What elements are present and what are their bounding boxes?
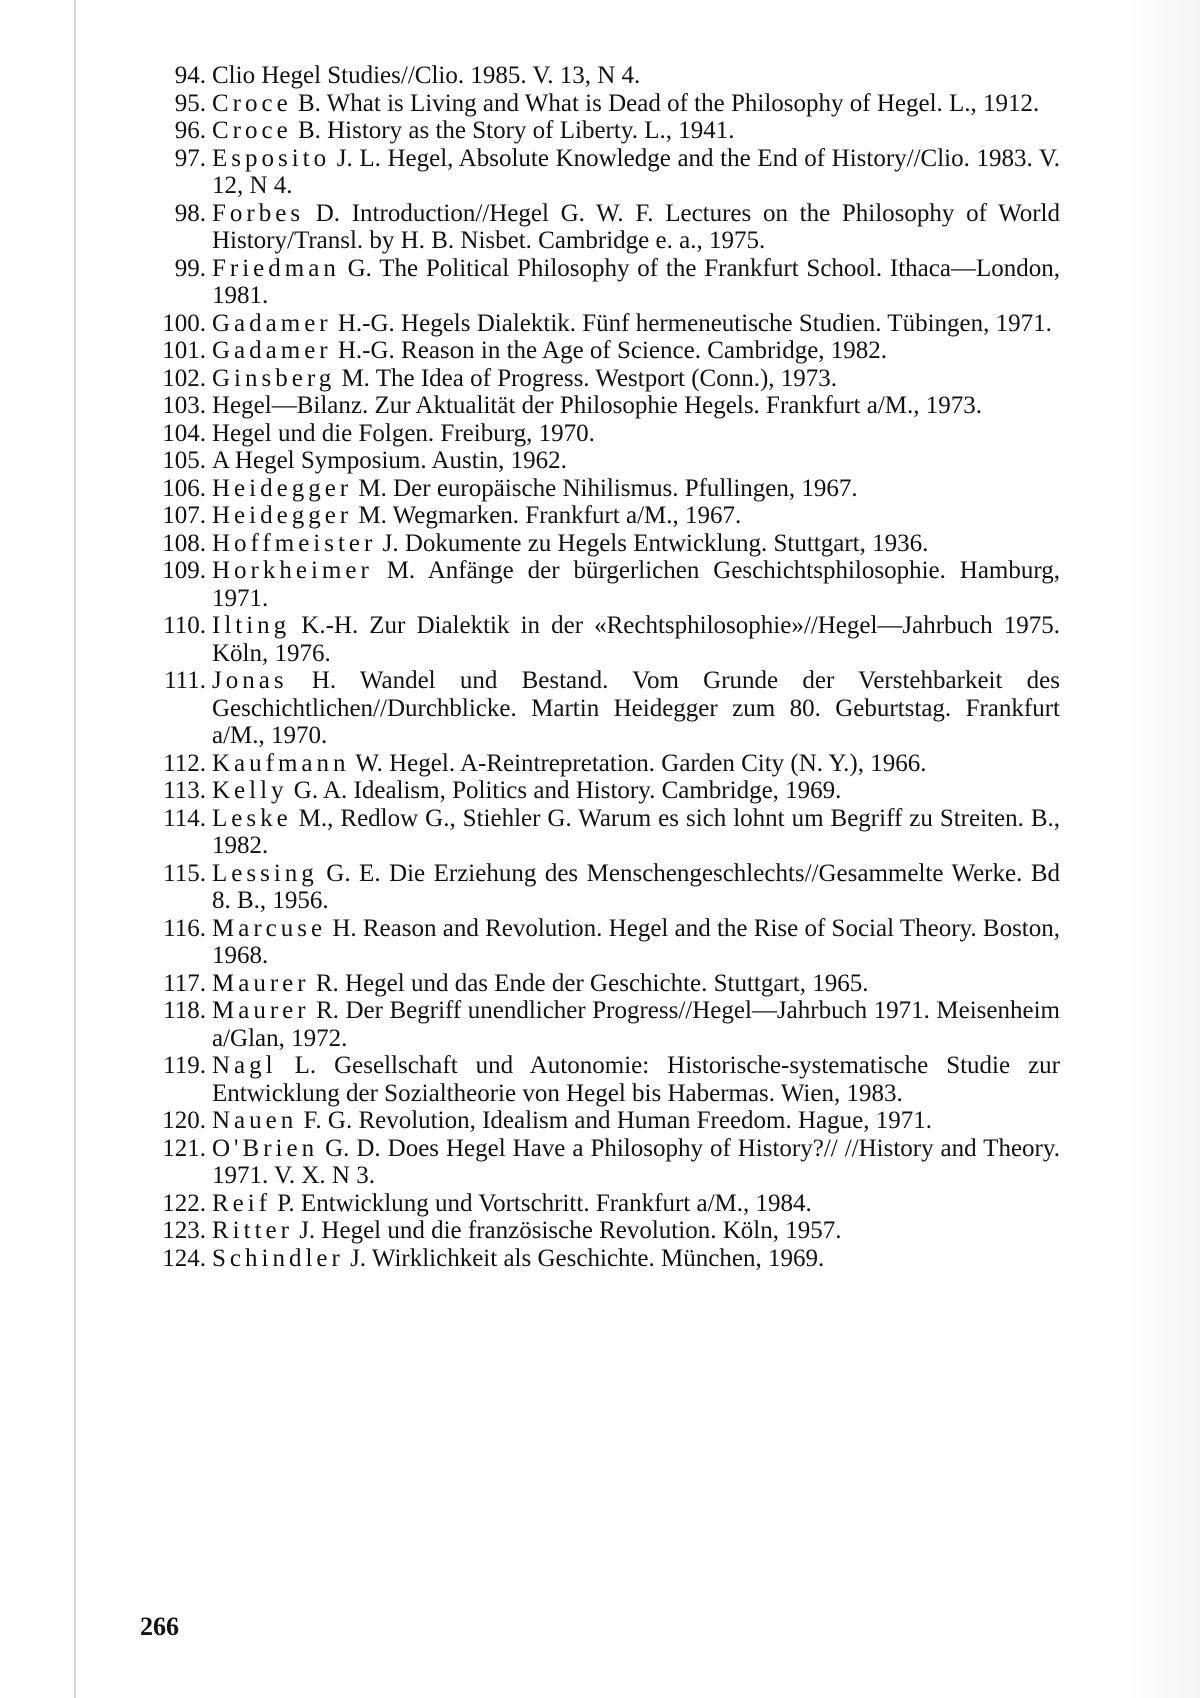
bibliography-entry: [140, 1217, 1060, 1245]
entry-author: O'Brien: [212, 1134, 319, 1162]
entry-citation: J. L. Hegel, Absolute Knowledge and the End of History//Clio. 1983. V. 12, N 4.: [212, 144, 1060, 199]
entry-number: 101.: [162, 337, 206, 364]
entry-citation: J. Wirklichkeit als Geschichte. München, 1969.: [343, 1244, 825, 1272]
entry-number: 112.: [163, 749, 206, 777]
bibliography-entry: [140, 62, 1060, 90]
bibliography-entry: [140, 145, 1060, 200]
entry-text: [212, 337, 1060, 365]
entry-author: Heidegger: [212, 474, 353, 502]
entry-author: Lessing: [212, 859, 318, 887]
bibliography-entry: [140, 502, 1060, 530]
entry-citation: M. The Idea of Progress. Westport (Conn.), 1973.: [335, 364, 838, 392]
bibliography-entry: [140, 557, 1060, 612]
entry-text: [212, 915, 1060, 970]
entry-author: Maurer: [212, 969, 310, 997]
entry-citation: Hegel und die Folgen. Freiburg, 1970.: [212, 419, 595, 447]
entry-citation: D. Introduction//Hegel G. W. F. Lectures on the Philosophy of World History/Transl. by H. B. Nisbet. Cambridge e. a., 1975.: [212, 199, 1060, 254]
entry-number: 115.: [163, 859, 206, 887]
bibliography-entry: [140, 997, 1060, 1052]
bibliography-entry: [140, 392, 1060, 420]
bibliography-entry: [140, 777, 1060, 805]
entry-citation: P. Entwicklung und Vortschritt. Frankfurt a/M., 1984.: [271, 1189, 812, 1217]
entry-citation: M. Wegmarken. Frankfurt a/M., 1967.: [352, 502, 742, 529]
bibliography-entry: [140, 1135, 1060, 1190]
bibliography-entry: [140, 860, 1060, 915]
entry-author: Kaufmann: [212, 749, 350, 777]
bibliography-entry: [140, 970, 1060, 998]
bibliography-entry: [140, 310, 1060, 338]
entry-author: Croce: [212, 117, 292, 144]
entry-number: 103.: [162, 392, 206, 419]
entry-number: 94.: [174, 62, 206, 89]
bibliography-list: [140, 62, 1060, 1272]
page-edge-shade: [1128, 0, 1200, 1698]
entry-text: [212, 750, 1060, 778]
entry-citation: Hegel—Bilanz. Zur Aktualität der Philosophie Hegels. Frankfurt a/M., 1973.: [212, 392, 982, 419]
entry-citation: R. Der Begriff unendlicher Progress//Hegel—Jahrbuch 1971. Meisenheim a/Glan, 1972.: [212, 997, 1060, 1052]
entry-text: [212, 667, 1060, 750]
entry-author: Gadamer: [212, 337, 332, 364]
entry-author: Nagl: [212, 1052, 277, 1079]
entry-number: 106.: [162, 474, 206, 502]
bibliography-entry: [140, 750, 1060, 778]
entry-number: 111.: [164, 667, 206, 694]
entry-citation: G. D. Does Hegel Have a Philosophy of History?// //History and Theory. 1971. V. X. N 3.: [212, 1134, 1060, 1189]
entry-number: 123.: [162, 1217, 206, 1244]
entry-citation: H.-G. Reason in the Age of Science. Cambridge, 1982.: [331, 337, 888, 364]
entry-number: 110.: [163, 612, 206, 639]
entry-text: [212, 557, 1060, 612]
entry-author: Friedman: [212, 254, 340, 282]
entry-text: [212, 612, 1060, 667]
entry-number: 124.: [162, 1244, 206, 1272]
entry-author: Hoffmeister: [212, 529, 377, 557]
entry-author: Esposito: [212, 144, 331, 172]
bibliography-entry: [140, 255, 1060, 310]
entry-citation: L. Gesellschaft und Autonomie: Historische-systematische Studie zur Entwicklung der Sozialtheorie von Hegel bis Habermas. Wien, 1983.: [212, 1052, 1060, 1107]
entry-citation: M., Redlow G., Stiehler G. Warum es sich lohnt um Begriff zu Streiten. B., 1982.: [212, 804, 1060, 859]
entry-text: [212, 1190, 1060, 1218]
entry-citation: W. Hegel. A-Reintrepretation. Garden City (N. Y.), 1966.: [349, 749, 927, 777]
bibliography-entry: [140, 90, 1060, 118]
entry-text: [212, 475, 1060, 503]
entry-number: 109.: [162, 557, 206, 584]
entry-text: [212, 420, 1060, 448]
entry-number: 98.: [174, 199, 206, 227]
entry-number: 104.: [162, 419, 206, 447]
entry-author: Kelly: [212, 777, 288, 804]
entry-number: 116.: [163, 914, 206, 942]
entry-text: [212, 310, 1060, 338]
bibliography-entry: [140, 1245, 1060, 1273]
entry-number: 121.: [162, 1134, 206, 1162]
entry-text: [212, 805, 1060, 860]
entry-text: [212, 62, 1060, 90]
bibliography-entry: [140, 475, 1060, 503]
entry-citation: F. G. Revolution, Idealism and Human Freedom. Hague, 1971.: [297, 1107, 932, 1134]
bibliography-entry: [140, 447, 1060, 475]
entry-citation: K.-H. Zur Dialektik in der «Rechtsphilosophie»//Hegel—Jahrbuch 1975. Köln, 1976.: [212, 612, 1060, 667]
entry-author: Marcuse: [212, 914, 327, 942]
entry-citation: H. Wandel und Bestand. Vom Grunde der Verstehbarkeit des Geschichtlichen//Durchblicke. Martin Heidegger zum 80. Geburtstag. Frankfurt a/M., 1970.: [212, 667, 1060, 749]
entry-number: 114.: [163, 804, 206, 832]
entry-number: 95.: [174, 89, 206, 117]
bibliography-entry: [140, 612, 1060, 667]
entry-number: 96.: [174, 117, 206, 144]
entry-number: 107.: [162, 502, 206, 529]
entry-author: Ginsberg: [212, 364, 336, 392]
entry-citation: J. Dokumente zu Hegels Entwicklung. Stuttgart, 1936.: [376, 529, 929, 557]
entry-number: 99.: [174, 254, 206, 282]
entry-citation: M. Anfänge der bürgerlichen Geschichtsphilosophie. Hamburg, 1971.: [212, 557, 1060, 612]
entry-number: 118.: [163, 997, 206, 1024]
bibliography-entry: [140, 805, 1060, 860]
entry-text: [212, 200, 1060, 255]
entry-citation: A Hegel Symposium. Austin, 1962.: [212, 447, 567, 474]
bibliography-entry: [140, 915, 1060, 970]
entry-citation: R. Hegel und das Ende der Geschichte. Stuttgart, 1965.: [309, 969, 869, 997]
entry-citation: B. What is Living and What is Dead of the Philosophy of Hegel. L., 1912.: [291, 89, 1040, 117]
entry-text: [212, 1245, 1060, 1273]
entry-text: [212, 530, 1060, 558]
entry-author: Maurer: [212, 997, 310, 1024]
entry-text: [212, 777, 1060, 805]
page-gutter-line: [74, 0, 76, 1698]
entry-author: Heidegger: [212, 502, 353, 529]
entry-text: [212, 392, 1060, 420]
entry-number: 119.: [163, 1052, 206, 1079]
bibliography-entry: [140, 1052, 1060, 1107]
bibliography-entry: [140, 337, 1060, 365]
entry-number: 108.: [162, 529, 206, 557]
entry-text: [212, 255, 1060, 310]
entry-text: [212, 145, 1060, 200]
entry-citation: G. E. Die Erziehung des Menschengeschlechts//Gesammelte Werke. Bd 8. B., 1956.: [212, 859, 1060, 914]
bibliography-entry: [140, 530, 1060, 558]
entry-citation: H.-G. Hegels Dialektik. Fünf hermeneutische Studien. Tübingen, 1971.: [331, 309, 1052, 337]
entry-author: Ritter: [212, 1217, 293, 1244]
entry-number: 113.: [163, 777, 206, 804]
entry-number: 122.: [162, 1189, 206, 1217]
entry-number: 97.: [174, 144, 206, 172]
entry-number: 100.: [162, 309, 206, 337]
entry-text: [212, 1135, 1060, 1190]
entry-author: Forbes: [212, 199, 305, 227]
entry-author: Gadamer: [212, 309, 332, 337]
entry-number: 120.: [162, 1107, 206, 1134]
bibliography-entry: [140, 667, 1060, 750]
entry-citation: H. Reason and Revolution. Hegel and the Rise of Social Theory. Boston, 1968.: [212, 914, 1060, 969]
entry-citation: B. History as the Story of Liberty. L., 1941.: [291, 117, 735, 144]
entry-text: [212, 860, 1060, 915]
entry-text: [212, 502, 1060, 530]
entry-author: Reif: [212, 1189, 272, 1217]
entry-number: 102.: [162, 364, 206, 392]
entry-citation: G. A. Idealism, Politics and History. Cambridge, 1969.: [287, 777, 842, 804]
entry-author: Ilting: [212, 612, 291, 639]
bibliography-entry: [140, 365, 1060, 393]
page-number: 266: [140, 1612, 179, 1641]
entry-citation: Clio Hegel Studies//Clio. 1985. V. 13, N 4.: [212, 62, 641, 89]
entry-author: Nauen: [212, 1107, 298, 1134]
entry-author: Croce: [212, 89, 292, 117]
entry-citation: M. Der europäische Nihilismus. Pfullingen, 1967.: [352, 474, 858, 502]
entry-citation: J. Hegel und die französische Revolution. Köln, 1957.: [292, 1217, 842, 1244]
entry-author: Leske: [212, 804, 292, 832]
bibliography-entry: [140, 420, 1060, 448]
bibliography-entry: [140, 200, 1060, 255]
entry-text: [212, 1217, 1060, 1245]
entry-text: [212, 1107, 1060, 1135]
entry-text: [212, 90, 1060, 118]
bibliography-entry: [140, 117, 1060, 145]
entry-text: [212, 365, 1060, 393]
entry-author: Jonas: [212, 667, 288, 694]
entry-author: Horkheimer: [212, 557, 373, 584]
entry-citation: G. The Political Philosophy of the Frankfurt School. Ithaca—London, 1981.: [212, 254, 1060, 309]
entry-number: 117.: [163, 969, 206, 997]
entry-author: Schindler: [212, 1244, 344, 1272]
entry-text: [212, 117, 1060, 145]
entry-text: [212, 997, 1060, 1052]
entry-number: 105.: [162, 447, 206, 474]
entry-text: [212, 447, 1060, 475]
bibliography-entry: [140, 1107, 1060, 1135]
entry-text: [212, 970, 1060, 998]
entry-text: [212, 1052, 1060, 1107]
bibliography-entry: [140, 1190, 1060, 1218]
